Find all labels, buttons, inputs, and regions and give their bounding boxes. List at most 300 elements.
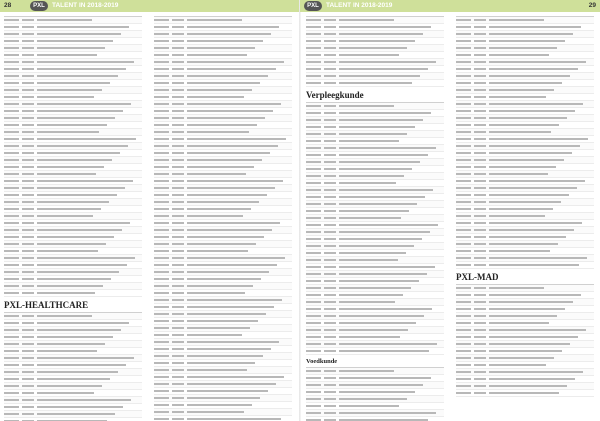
illegible-text-line [456, 371, 471, 373]
illegible-text-line [154, 341, 169, 343]
illegible-text-line [187, 152, 270, 154]
illegible-text-line [4, 278, 19, 280]
illegible-text-line [4, 357, 19, 359]
table-row [4, 164, 142, 171]
illegible-text-line [4, 385, 19, 387]
illegible-text-line [339, 350, 429, 352]
illegible-text-line [22, 33, 34, 35]
illegible-text-line [489, 301, 573, 303]
table-row [154, 339, 292, 346]
illegible-text-line [187, 355, 263, 357]
illegible-text-line [37, 264, 127, 266]
illegible-text-line [22, 82, 34, 84]
illegible-text-line [339, 391, 415, 393]
illegible-text-line [37, 406, 123, 408]
illegible-text-line [324, 231, 336, 233]
illegible-text-line [172, 33, 184, 35]
table-row [456, 171, 594, 178]
illegible-text-line [187, 397, 260, 399]
illegible-text-line [306, 315, 321, 317]
illegible-text-line [339, 126, 415, 128]
illegible-text-line [4, 271, 19, 273]
illegible-text-line [324, 273, 336, 275]
illegible-text-line [339, 196, 425, 198]
illegible-text-line [172, 411, 184, 413]
illegible-text-line [306, 47, 321, 49]
illegible-text-line [187, 89, 252, 91]
illegible-text-line [172, 19, 184, 21]
illegible-text-line [187, 411, 244, 413]
illegible-text-line [489, 19, 544, 21]
illegible-text-line [187, 47, 255, 49]
illegible-text-line [154, 327, 169, 329]
directory-table [4, 16, 142, 297]
illegible-text-line [22, 68, 34, 70]
illegible-text-line [187, 278, 261, 280]
illegible-text-line [4, 343, 19, 345]
table-row [456, 31, 594, 38]
pxl-logo: PXL [30, 1, 48, 11]
illegible-text-line [172, 75, 184, 77]
illegible-text-line [456, 301, 471, 303]
illegible-text-line [22, 364, 34, 366]
table-row [306, 215, 444, 222]
table-row [306, 17, 444, 24]
illegible-text-line [187, 299, 282, 301]
illegible-text-line [37, 399, 131, 401]
table-row [4, 234, 142, 241]
illegible-text-line [22, 357, 34, 359]
table-row [306, 396, 444, 403]
table-row [456, 52, 594, 59]
illegible-text-line [474, 222, 486, 224]
illegible-text-line [4, 350, 19, 352]
illegible-text-line [306, 203, 321, 205]
table-row [456, 248, 594, 255]
illegible-text-line [172, 54, 184, 56]
illegible-text-line [474, 110, 486, 112]
illegible-text-line [22, 124, 34, 126]
illegible-text-line [456, 229, 471, 231]
illegible-text-line [339, 245, 414, 247]
table-row [306, 52, 444, 59]
illegible-text-line [489, 308, 565, 310]
illegible-text-line [306, 391, 321, 393]
illegible-text-line [339, 301, 395, 303]
table-row [154, 220, 292, 227]
illegible-text-line [474, 96, 486, 98]
header-title: TALENT IN 2018-2019 [326, 2, 393, 9]
illegible-text-line [22, 413, 34, 415]
illegible-text-line [474, 61, 486, 63]
illegible-text-line [22, 131, 34, 133]
illegible-text-line [154, 61, 169, 63]
illegible-text-line [474, 159, 486, 161]
illegible-text-line [37, 68, 126, 70]
illegible-text-line [154, 19, 169, 21]
left-page-col2 [154, 16, 292, 421]
illegible-text-line [324, 238, 336, 240]
table-row [4, 355, 142, 362]
illegible-text-line [187, 33, 271, 35]
illegible-text-line [4, 364, 19, 366]
illegible-text-line [489, 180, 585, 182]
illegible-text-line [339, 154, 428, 156]
illegible-text-line [489, 159, 564, 161]
illegible-text-line [172, 159, 184, 161]
table-row [456, 87, 594, 94]
illegible-text-line [37, 278, 111, 280]
illegible-text-line [37, 54, 97, 56]
illegible-text-line [37, 236, 114, 238]
illegible-text-line [22, 194, 34, 196]
illegible-text-line [324, 224, 336, 226]
table-row [456, 185, 594, 192]
illegible-text-line [4, 103, 19, 105]
illegible-text-line [187, 19, 242, 21]
illegible-text-line [474, 322, 486, 324]
illegible-text-line [474, 117, 486, 119]
illegible-text-line [37, 33, 121, 35]
illegible-text-line [37, 75, 118, 77]
illegible-text-line [324, 68, 336, 70]
illegible-text-line [172, 117, 184, 119]
table-row [456, 220, 594, 227]
table-row [4, 52, 142, 59]
illegible-text-line [172, 418, 184, 420]
table-row [4, 290, 142, 297]
table-row [306, 138, 444, 145]
page-number: 28 [4, 2, 12, 9]
illegible-text-line [306, 294, 321, 296]
table-row [4, 283, 142, 290]
illegible-text-line [172, 145, 184, 147]
table-row [154, 318, 292, 325]
illegible-text-line [154, 257, 169, 259]
table-row [456, 199, 594, 206]
illegible-text-line [37, 187, 125, 189]
pxl-logo: PXL [304, 1, 322, 11]
table-row [4, 248, 142, 255]
section-title: PXL-MAD [456, 272, 499, 282]
illegible-text-line [339, 40, 415, 42]
illegible-text-line [456, 33, 471, 35]
illegible-text-line [339, 384, 423, 386]
table-row [306, 285, 444, 292]
table-row [154, 115, 292, 122]
illegible-text-line [154, 89, 169, 91]
table-row [154, 206, 292, 213]
illegible-text-line [4, 82, 19, 84]
table-row [456, 66, 594, 73]
illegible-text-line [172, 26, 184, 28]
illegible-text-line [187, 229, 272, 231]
illegible-text-line [324, 329, 336, 331]
illegible-text-line [474, 371, 486, 373]
table-row [154, 157, 292, 164]
illegible-text-line [37, 257, 135, 259]
illegible-text-line [324, 19, 336, 21]
illegible-text-line [172, 243, 184, 245]
illegible-text-line [172, 271, 184, 273]
illegible-text-line [187, 327, 250, 329]
illegible-text-line [172, 369, 184, 371]
illegible-text-line [4, 392, 19, 394]
illegible-text-line [187, 180, 283, 182]
illegible-text-line [172, 334, 184, 336]
illegible-text-line [187, 236, 264, 238]
table-row [306, 194, 444, 201]
illegible-text-line [324, 294, 336, 296]
illegible-text-line [37, 131, 99, 133]
illegible-text-line [4, 152, 19, 154]
illegible-text-line [172, 138, 184, 140]
illegible-text-line [154, 383, 169, 385]
table-row [456, 369, 594, 376]
illegible-text-line [324, 26, 336, 28]
table-row [4, 129, 142, 136]
illegible-text-line [474, 19, 486, 21]
illegible-text-line [489, 385, 567, 387]
table-row [154, 311, 292, 318]
table-row [154, 45, 292, 52]
illegible-text-line [339, 147, 436, 149]
illegible-text-line [306, 398, 321, 400]
table-row [154, 199, 292, 206]
illegible-text-line [187, 306, 274, 308]
illegible-text-line [474, 194, 486, 196]
illegible-text-line [22, 322, 34, 324]
illegible-text-line [489, 243, 558, 245]
directory-table [456, 16, 594, 269]
table-row [306, 24, 444, 31]
illegible-text-line [456, 329, 471, 331]
illegible-text-line [339, 329, 408, 331]
illegible-text-line [172, 47, 184, 49]
illegible-text-line [172, 61, 184, 63]
illegible-text-line [489, 294, 581, 296]
illegible-text-line [474, 357, 486, 359]
table-row [306, 145, 444, 152]
illegible-text-line [154, 271, 169, 273]
illegible-text-line [154, 215, 169, 217]
illegible-text-line [339, 377, 431, 379]
table-row [456, 327, 594, 334]
table-row [456, 157, 594, 164]
illegible-text-line [154, 180, 169, 182]
table-row [154, 395, 292, 402]
illegible-text-line [22, 243, 34, 245]
section-title: Verpleegkunde [306, 90, 364, 100]
illegible-text-line [172, 341, 184, 343]
illegible-text-line [306, 259, 321, 261]
illegible-text-line [4, 222, 19, 224]
illegible-text-line [4, 33, 19, 35]
table-row [4, 150, 142, 157]
illegible-text-line [489, 54, 549, 56]
illegible-text-line [306, 377, 321, 379]
illegible-text-line [154, 243, 169, 245]
illegible-text-line [456, 61, 471, 63]
table-row [4, 185, 142, 192]
illegible-text-line [187, 341, 279, 343]
illegible-text-line [474, 257, 486, 259]
illegible-text-line [4, 145, 19, 147]
illegible-text-line [324, 61, 336, 63]
table-row [4, 262, 142, 269]
table-row [306, 59, 444, 66]
illegible-text-line [154, 131, 169, 133]
table-row [4, 87, 142, 94]
right-page [300, 0, 600, 421]
illegible-text-line [324, 119, 336, 121]
illegible-text-line [339, 26, 431, 28]
illegible-text-line [187, 264, 277, 266]
illegible-text-line [154, 292, 169, 294]
illegible-text-line [37, 378, 110, 380]
illegible-text-line [339, 252, 406, 254]
table-row [306, 103, 444, 110]
illegible-text-line [22, 371, 34, 373]
illegible-text-line [154, 159, 169, 161]
illegible-text-line [172, 194, 184, 196]
table-row [154, 248, 292, 255]
illegible-text-line [22, 26, 34, 28]
illegible-text-line [456, 364, 471, 366]
right-page-col1 [306, 16, 444, 421]
illegible-text-line [456, 357, 471, 359]
illegible-text-line [187, 26, 279, 28]
illegible-text-line [154, 26, 169, 28]
illegible-text-line [172, 131, 184, 133]
illegible-text-line [37, 166, 104, 168]
illegible-text-line [474, 264, 486, 266]
illegible-text-line [474, 250, 486, 252]
table-row [154, 304, 292, 311]
table-row [306, 173, 444, 180]
illegible-text-line [474, 40, 486, 42]
illegible-text-line [456, 201, 471, 203]
illegible-text-line [324, 245, 336, 247]
illegible-text-line [187, 54, 247, 56]
illegible-text-line [456, 215, 471, 217]
illegible-text-line [22, 399, 34, 401]
illegible-text-line [154, 124, 169, 126]
illegible-text-line [187, 75, 268, 77]
table-row [4, 115, 142, 122]
illegible-text-line [37, 315, 92, 317]
illegible-text-line [474, 131, 486, 133]
table-row [306, 117, 444, 124]
illegible-text-line [37, 392, 94, 394]
illegible-text-line [339, 412, 436, 414]
illegible-text-line [456, 194, 471, 196]
illegible-text-line [324, 412, 336, 414]
table-row [306, 201, 444, 208]
table-row [456, 376, 594, 383]
table-row [154, 80, 292, 87]
illegible-text-line [187, 376, 284, 378]
illegible-text-line [306, 140, 321, 142]
illegible-text-line [187, 103, 281, 105]
table-row [4, 404, 142, 411]
table-row [306, 334, 444, 341]
illegible-text-line [187, 40, 263, 42]
illegible-text-line [4, 236, 19, 238]
illegible-text-line [306, 175, 321, 177]
illegible-text-line [4, 75, 19, 77]
illegible-text-line [456, 343, 471, 345]
table-row [306, 389, 444, 396]
table-row [4, 59, 142, 66]
illegible-text-line [4, 180, 19, 182]
table-row [306, 31, 444, 38]
illegible-text-line [489, 145, 580, 147]
illegible-text-line [339, 161, 420, 163]
illegible-text-line [4, 117, 19, 119]
illegible-text-line [339, 33, 423, 35]
table-row [456, 313, 594, 320]
illegible-text-line [4, 124, 19, 126]
table-row [4, 390, 142, 397]
illegible-text-line [187, 404, 252, 406]
illegible-text-line [324, 147, 336, 149]
illegible-text-line [4, 329, 19, 331]
illegible-text-line [4, 399, 19, 401]
illegible-text-line [456, 145, 471, 147]
illegible-text-line [172, 89, 184, 91]
illegible-text-line [339, 287, 411, 289]
table-row [456, 227, 594, 234]
illegible-text-line [474, 392, 486, 394]
table-row [154, 325, 292, 332]
illegible-text-line [339, 217, 401, 219]
illegible-text-line [489, 322, 549, 324]
table-row [306, 166, 444, 173]
illegible-text-line [22, 222, 34, 224]
table-row [154, 416, 292, 421]
illegible-text-line [4, 96, 19, 98]
illegible-text-line [339, 210, 409, 212]
illegible-text-line [456, 124, 471, 126]
illegible-text-line [306, 133, 321, 135]
illegible-text-line [456, 236, 471, 238]
illegible-text-line [37, 40, 113, 42]
table-row [456, 348, 594, 355]
illegible-text-line [37, 371, 118, 373]
illegible-text-line [4, 159, 19, 161]
table-row [4, 192, 142, 199]
table-row [456, 94, 594, 101]
table-row [154, 87, 292, 94]
illegible-text-line [489, 152, 572, 154]
illegible-text-line [154, 348, 169, 350]
illegible-text-line [187, 369, 247, 371]
illegible-text-line [324, 322, 336, 324]
illegible-text-line [187, 250, 248, 252]
header-title: TALENT IN 2018-2019 [52, 2, 119, 9]
illegible-text-line [489, 392, 559, 394]
illegible-text-line [306, 336, 321, 338]
illegible-text-line [187, 285, 253, 287]
illegible-text-line [172, 390, 184, 392]
illegible-text-line [22, 343, 34, 345]
illegible-text-line [187, 173, 246, 175]
illegible-text-line [306, 308, 321, 310]
table-row [154, 283, 292, 290]
table-row [154, 185, 292, 192]
illegible-text-line [324, 280, 336, 282]
